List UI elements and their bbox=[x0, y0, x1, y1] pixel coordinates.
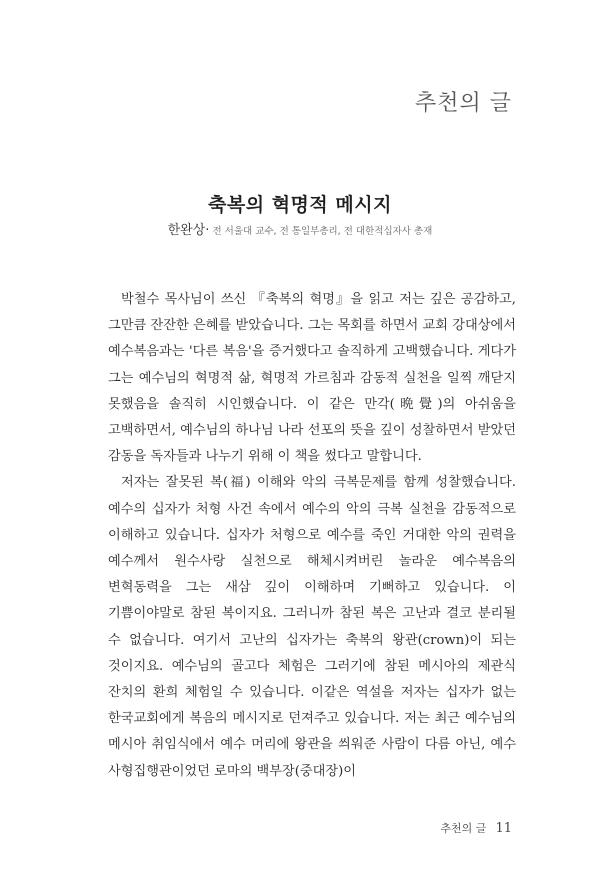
article-title: 축복의 혁명적 메시지 bbox=[208, 194, 392, 216]
author-name: 한완상· bbox=[167, 223, 210, 238]
page-footer bbox=[440, 817, 512, 836]
body-paragraph-1: 박철수 목사님이 쓰신 『축복의 혁명』을 읽고 저는 깊은 공감하고, 그만큼 잔잔한 은혜를 받았습니다. 그는 목회를 하면서 교회 강대상에서 예수복음과는 '다른 복음'을 증거했다고 솔직하게 고백했습니다. 게다가 그는 예수님의 혁명적 삶, 혁명적 가르침과 감동적 실천을 일찍 깨닫지 못했음을 솔직히 시인했습니다. 이 같은 만각(晩覺)의 아쉬움을 고백하면서, 예수님의 하나님 나라 선포의 뜻을 깊이 성찰하면서 받았던 감동을 독자들과 나누기 위해 이 책을 썼다고 말합니다. bbox=[108, 292, 516, 465]
running-head: 추천의 글 bbox=[440, 822, 487, 835]
body-text bbox=[108, 287, 516, 785]
byline bbox=[0, 219, 600, 238]
page-number: 11 bbox=[495, 821, 512, 836]
author-affiliation: 전 서울대 교수, 전 통일부총리, 전 대한적십자사 총재 bbox=[209, 226, 433, 237]
section-title: 추천의 글 bbox=[414, 91, 512, 116]
body-paragraph-2: 저자는 잘못된 복(福) 이해와 악의 극복문제를 함께 성찰했습니다. 예수의 십자가 처형 사건 속에서 예수의 악의 극복 실천을 감동적으로 이해하고 있습니다. 십자가 처형으로 예수를 죽인 거대한 악의 권력을 예수께서 원수사랑 실천으로 해체시켜버린 놀라운 예수복음의 변혁동력을 그는 새삼 깊이 이해하며 기뻐하고 있습니다. 이 기쁨이야말로 참된 복이지요. 그러니까 참된 복은 고난과 결코 분리될 수 없습니다. 여기서 고난의 십자가는 축복의 왕관(crown)이 되는 것이지요. 예수님의 골고다 체험은 그러기에 참된 메시아의 제관식 잔치의 환희 체험일 수 있습니다. 이같은 역설을 저자는 십자가 없는 한국교회에게 복음의 메시지로 던져주고 있습니다. 저는 최근 예수님의 메시아 취임식에서 예수 머리에 왕관을 씌워준 사람이 다름 아닌, 예수 사형집행관이었던 로마의 백부장(중대장)이 bbox=[108, 475, 516, 779]
